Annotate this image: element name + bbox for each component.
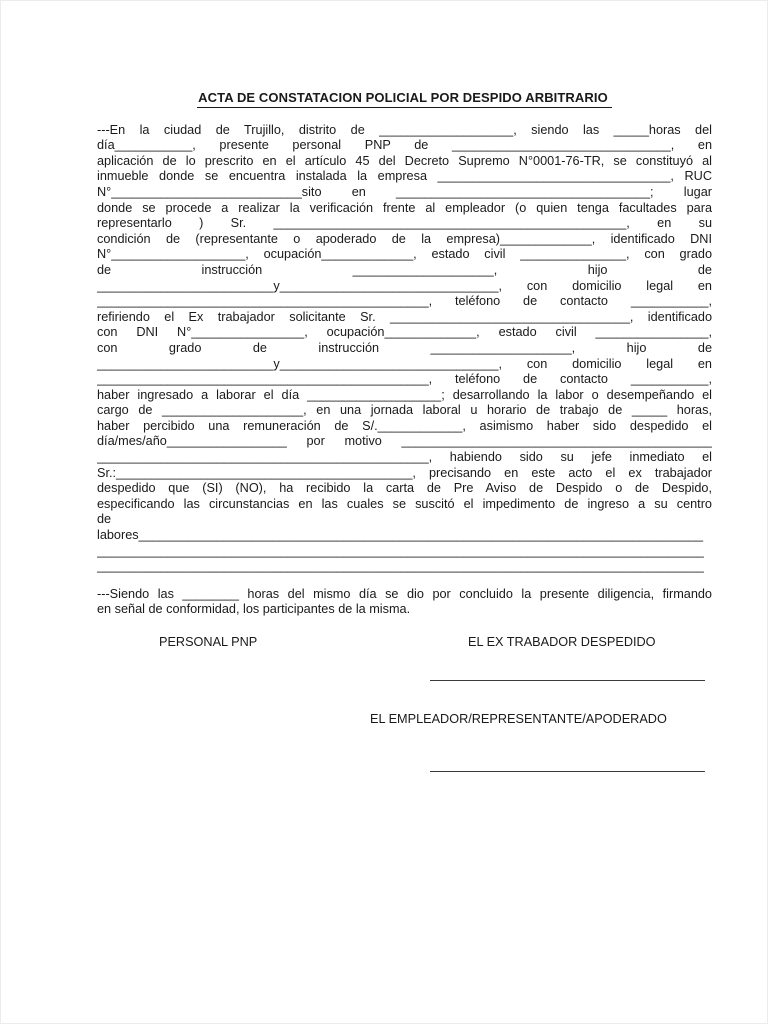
text-line: de	[97, 512, 112, 527]
text-line: _________________________y_______________________________, con domicilio legal en	[97, 278, 712, 293]
text-line: donde se procede a realizar la verificación frente al empleador (o quien tenga facultades para	[97, 200, 712, 215]
signature-section	[97, 635, 712, 805]
text-line: día/mes/año_________________ por motivo ____________________________________________	[97, 434, 712, 449]
text-line: ______________________________________________________________________________________	[97, 559, 704, 574]
paragraph	[97, 587, 712, 618]
text-line: haber percibido una remuneración de S/.____________, asimismo haber sido despedido el	[97, 418, 712, 433]
text-line: _________________________y_______________________________, con domicilio legal en	[97, 356, 712, 371]
text-line: ______________________________________________________________________________________	[97, 543, 704, 558]
signature-line-ex-trabajador	[430, 680, 705, 681]
document-body	[97, 123, 712, 618]
document-title: ACTA DE CONSTATACION POLICIAL POR DESPIDO ARBITRARIO	[197, 90, 612, 108]
text-line: ---Siendo las ________ horas del mismo día se dio por concluido la presente diligencia, firmando	[97, 586, 712, 601]
document-title-wrap	[97, 90, 712, 108]
text-line: N°___________________, ocupación_____________, estado civil _______________, con grado	[97, 247, 712, 262]
text-line: especificando las circunstancias en las cuales se suscitó el impedimento de ingreso a su centro	[97, 496, 712, 511]
text-line: representarlo ) Sr. __________________________________________________, en su	[97, 216, 712, 231]
text-line: día___________, presente personal PNP de _______________________________, en	[97, 138, 712, 153]
text-line: de instrucción ____________________, hijo de	[97, 262, 712, 277]
text-line: refiriendo el Ex trabajador solicitante Sr. __________________________________, identificado	[97, 309, 712, 324]
text-line: _______________________________________________, teléfono de contacto ___________,	[97, 372, 712, 387]
text-line: haber ingresado a laborar el día ___________________; desarrollando la labor o desempeñando el	[97, 387, 712, 402]
text-line: con grado de instrucción ____________________, hijo de	[97, 340, 712, 355]
ex-trabajador-label: EL EX TRABADOR DESPEDIDO	[468, 635, 656, 649]
text-line: ---En la ciudad de Trujillo, distrito de ___________________, siendo las _____horas del	[97, 122, 712, 137]
paragraph	[97, 123, 712, 575]
text-line: _______________________________________________, teléfono de contacto ___________,	[97, 294, 712, 309]
text-line: labores________________________________________________________________________________	[97, 528, 704, 543]
empleador-representante-label: EL EMPLEADOR/REPRESENTANTE/APODERADO	[370, 712, 667, 726]
text-line: cargo de ____________________, en una jornada laboral u horario de trabajo de _____ horas,	[97, 403, 712, 418]
text-line: condición de (representante o apoderado de la empresa)_____________, identificado DNI	[97, 231, 712, 246]
personal-pnp-label: PERSONAL PNP	[159, 635, 258, 649]
text-line: _______________________________________________, habiendo sido su jefe inmediato el	[97, 450, 712, 465]
text-line: en señal de conformidad, los participantes de la misma.	[97, 602, 411, 617]
text-line: con DNI N°________________, ocupación_____________, estado civil ________________,	[97, 325, 712, 340]
text-line: despedido que (SI) (NO), ha recibido la carta de Pre Aviso de Despido o de Despido,	[97, 481, 712, 496]
text-line: N°___________________________sito en ____________________________________; lugar	[97, 184, 712, 199]
text-line: aplicación de lo prescrito en el artículo 45 del Decreto Supremo N°0001-76-TR, se constituyó al	[97, 153, 712, 168]
text-line: inmueble donde se encuentra instalada la empresa _________________________________, RUC	[97, 169, 712, 184]
signature-line-empleador	[430, 771, 705, 772]
text-line: Sr.:__________________________________________, precisando en este acto el ex trabajador	[97, 465, 712, 480]
